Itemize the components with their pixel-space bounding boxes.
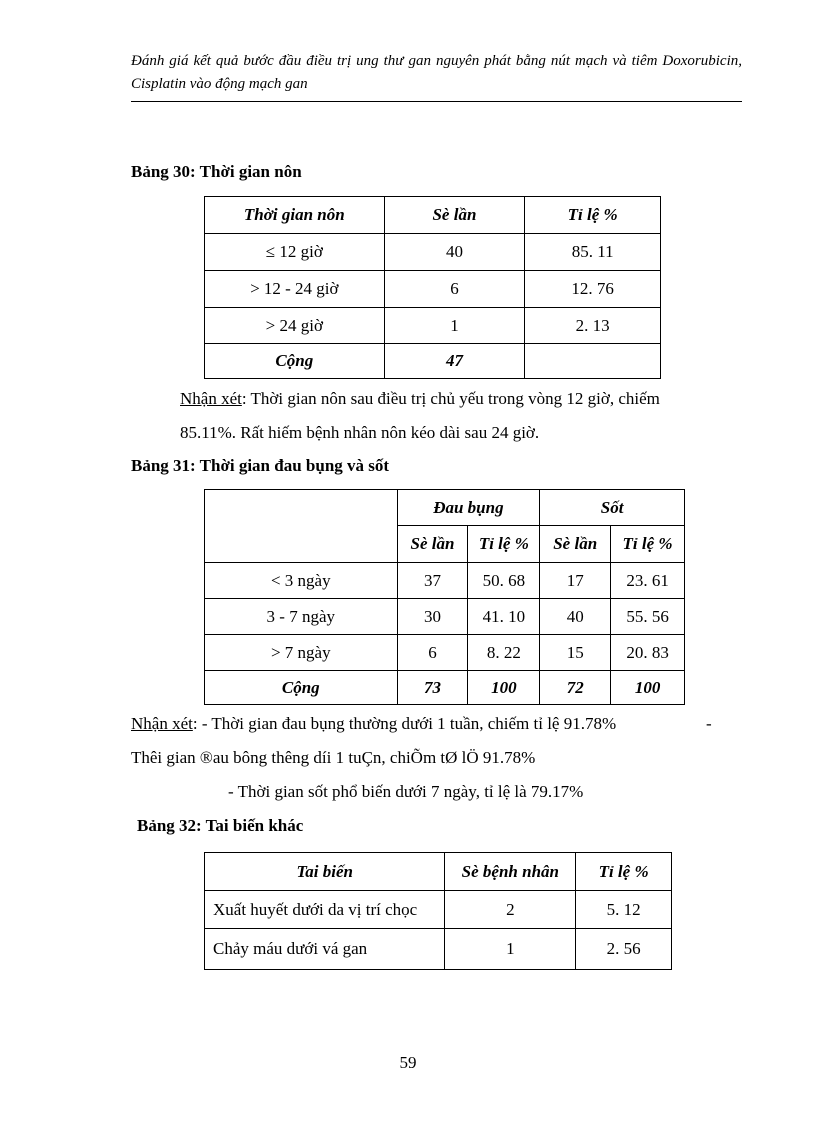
note30-line2: 85.11%. Rất hiếm bệnh nhân nôn kéo dài sau 24 giờ. — [180, 423, 540, 442]
table30-caption: Bảng 30: Thời gian nôn — [131, 162, 302, 181]
table-header-cell: Sè bệnh nhân — [445, 853, 576, 891]
table-cell: 85. 11 — [525, 234, 661, 271]
table-cell: 12. 76 — [525, 271, 661, 308]
note31-line2: Thêi gian ®au bông thêng díi 1 tuÇn, chiÕm tØ lÖ 91.78% — [131, 748, 536, 767]
table-header-cell: Đau bụng — [397, 490, 540, 526]
table32 — [204, 852, 672, 970]
table-cell: 6 — [397, 635, 468, 671]
running-header: Đánh giá kết quả bước đầu điều trị ung thư gan nguyên phát bằng nút mạch và tiêm Doxorubicin, Cisplatin vào động mạch gan — [131, 53, 742, 92]
table31-caption: Bảng 31: Thời gian đau bụng và sốt — [131, 456, 390, 475]
table-row — [205, 563, 685, 599]
table-cell: 47 — [384, 344, 525, 379]
table-cell: Xuất huyết dưới da vị trí chọc — [205, 891, 445, 929]
table-cell: 100 — [468, 671, 540, 705]
table-cell: > 7 ngày — [205, 635, 398, 671]
table-cell: 55. 56 — [611, 599, 685, 635]
table-cell: 8. 22 — [468, 635, 540, 671]
table31 — [204, 489, 685, 705]
page-number: 59 — [399, 1053, 417, 1072]
table-cell: 37 — [397, 563, 468, 599]
table-cell: 6 — [384, 271, 525, 308]
table-cell: > 24 giờ — [205, 308, 385, 344]
table-total-row — [205, 344, 661, 379]
table-total-row — [205, 671, 685, 705]
table-row — [205, 308, 661, 344]
table-header-cell: Tỉ lệ % — [576, 853, 672, 891]
table-cell: Cộng — [205, 344, 385, 379]
table-cell: 2 — [445, 891, 576, 929]
note-label: Nhận xét — [180, 389, 242, 408]
table-corner-cell — [205, 490, 398, 563]
table-cell: ≤ 12 giờ — [205, 234, 385, 271]
table-cell: Chảy máu dưới vá gan — [205, 929, 445, 970]
table-row — [205, 891, 672, 929]
note-label: Nhận xét — [131, 714, 193, 733]
table-row — [205, 271, 661, 308]
table-cell: 20. 83 — [611, 635, 685, 671]
table-header-cell: Sè lần — [397, 526, 468, 563]
table-header-cell: Tỉ lệ % — [468, 526, 540, 563]
table-cell: Cộng — [205, 671, 398, 705]
table-cell: 100 — [611, 671, 685, 705]
note31-dash: - — [706, 714, 712, 733]
table-cell: 50. 68 — [468, 563, 540, 599]
table-header-cell: Sè lần — [384, 197, 525, 234]
table-cell: 41. 10 — [468, 599, 540, 635]
note31-line3: - Thời gian sốt phổ biến dưới 7 ngày, tỉ lệ là 79.17% — [228, 782, 584, 801]
table-header-cell: Sè lần — [540, 526, 611, 563]
table-header-row — [205, 197, 661, 234]
table-header-cell: Tỉ lệ % — [525, 197, 661, 234]
table-row — [205, 635, 685, 671]
table-cell: 73 — [397, 671, 468, 705]
table-row — [205, 234, 661, 271]
table-cell: 1 — [384, 308, 525, 344]
table-cell: 30 — [397, 599, 468, 635]
table-header-cell: Tai biến — [205, 853, 445, 891]
note30-line1 — [180, 382, 660, 416]
table-cell: 5. 12 — [576, 891, 672, 929]
note-text: : - Thời gian đau bụng thường dưới 1 tuần, chiếm tỉ lệ 91.78% — [192, 714, 617, 733]
table-header-cell: Tỉ lệ % — [611, 526, 685, 563]
table-cell: 1 — [445, 929, 576, 970]
table-header-cell: Thời gian nôn — [205, 197, 385, 234]
table-row — [205, 599, 685, 635]
table-cell: 15 — [540, 635, 611, 671]
table-cell: 40 — [384, 234, 525, 271]
header-rule — [131, 101, 742, 102]
table-cell: 2. 13 — [525, 308, 661, 344]
table-cell: < 3 ngày — [205, 563, 398, 599]
table30 — [204, 196, 661, 379]
table-cell: 72 — [540, 671, 611, 705]
table-cell — [525, 344, 661, 379]
table-cell: 23. 61 — [611, 563, 685, 599]
table-group-header-row — [205, 490, 685, 526]
table32-caption: Bảng 32: Tai biến khác — [137, 816, 304, 835]
table-cell: 2. 56 — [576, 929, 672, 970]
table-cell: 3 - 7 ngày — [205, 599, 398, 635]
note31-line1 — [131, 707, 616, 741]
table-header-cell: Sốt — [540, 490, 685, 526]
table-cell: 17 — [540, 563, 611, 599]
table-row — [205, 929, 672, 970]
table-cell: > 12 - 24 giờ — [205, 271, 385, 308]
note-text: : Thời gian nôn sau điều trị chủ yếu trong vòng 12 giờ, chiếm — [241, 389, 660, 408]
table-header-row — [205, 853, 672, 891]
table-cell: 40 — [540, 599, 611, 635]
